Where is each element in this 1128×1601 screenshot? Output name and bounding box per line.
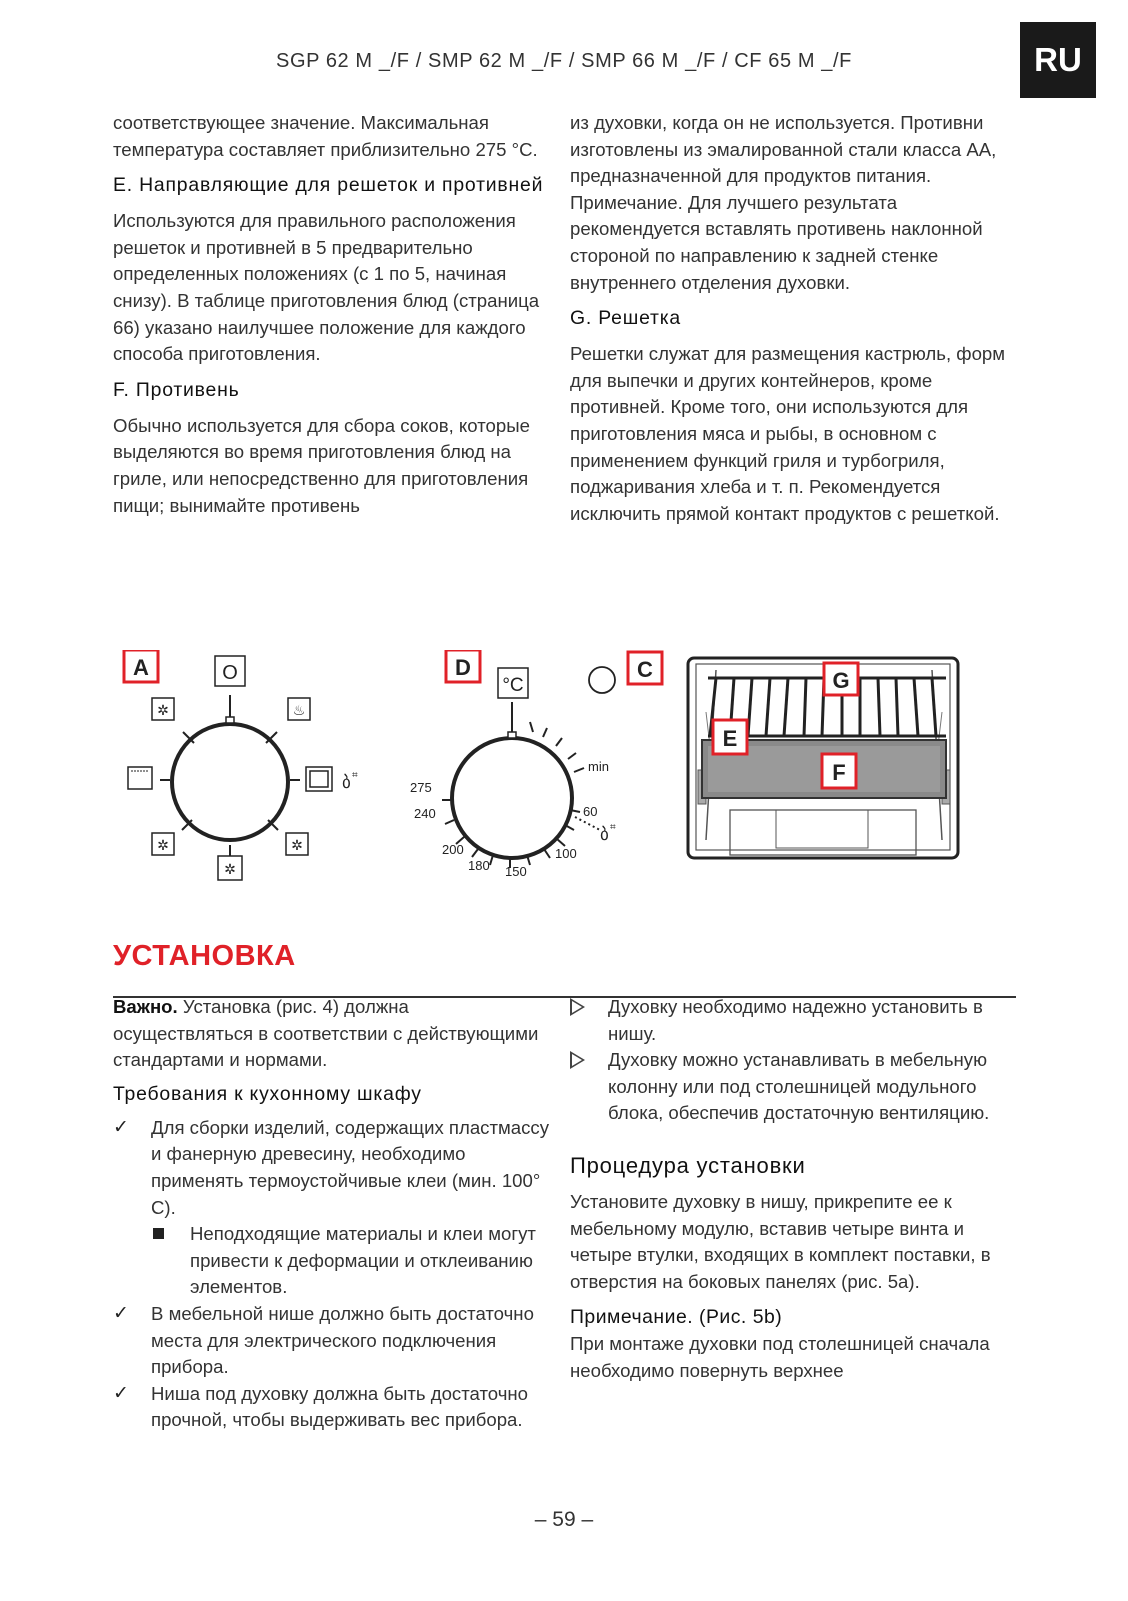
section-f-note: Примечание. Для лучшего результата рекомендуется вставлять противень наклонной стороной по направлению к задней стенке внутреннего отделения духовки.: [570, 191, 983, 293]
page-number: – 59 –: [534, 1508, 594, 1531]
intro-text: соответствующее значение. Максимальная температура составляет приблизительно 275 °C.: [113, 112, 538, 160]
svg-text:♨: ♨: [292, 702, 306, 718]
placement-note-2: Духовку можно устанавливать в мебельную колонну или под столешницей модульного блока, обеспечив достаточную вентиляцию.: [608, 1049, 990, 1124]
off-icon-label: O: [222, 662, 238, 684]
list-item: [570, 994, 1010, 1047]
svg-text:180: 180: [468, 858, 490, 873]
section-f-continued: из духовки, когда он не используется. Противни изготовлены из эмалированной стали класса АА, предназначенной для продуктов питания.: [570, 112, 997, 187]
right-column-bottom: [570, 994, 1010, 1385]
label-g: G: [832, 668, 850, 693]
svg-text:100: 100: [555, 846, 577, 861]
section-e-text: Используются для правильного расположения решеток и противней в 5 предварительно определенных положениях (с 1 по 5, начиная снизу). В таблице приготовления блюд (страница 66) указано наилучшее положение для каждого способа приготовления.: [113, 210, 540, 365]
language-badge: RU: [1020, 22, 1096, 98]
svg-text:✲: ✲: [224, 861, 236, 877]
list-subitem: [113, 1221, 553, 1301]
installation-title: УСТАНОВКА: [113, 940, 296, 972]
svg-text:200: 200: [442, 842, 464, 857]
svg-text:⌗: ⌗: [352, 770, 358, 781]
note-text: При монтаже духовки под столешницей сначала необходимо повернуть верхнее: [570, 1333, 990, 1381]
indicator-light: [589, 667, 615, 693]
document-header: SGP 62 M _/F / SMP 62 M _/F / SMP 66 M _/F / CF 65 M _/F: [276, 50, 852, 72]
svg-text:60: 60: [583, 804, 598, 819]
important-note: [113, 994, 553, 1074]
requirement-1: Для сборки изделий, содержащих пластмассу и фанерную древесину, необходимо применять термоустойчивые клеи (мин. 100° С).: [151, 1116, 550, 1218]
label-f: F: [832, 760, 846, 785]
section-g-text: Решетки служат для размещения кастрюль, форм для выпечки и других контейнеров, кроме противней. Кроме того, они используются для приготовления мяса и рыбы, в основном с применением функций гриля и турбогриля, поджаривания хлеба и т. п. Рекомендуется исключить прямой контакт продуктов с решеткой.: [570, 343, 1006, 524]
right-column-top: [570, 110, 1010, 527]
thermostat-knob: [410, 668, 616, 879]
square-bullet-icon: [153, 1228, 164, 1239]
svg-text:275: 275: [410, 780, 432, 795]
svg-text:150: 150: [505, 864, 527, 879]
clean-icon: ბ: [342, 773, 351, 792]
requirement-2: В мебельной нише должно быть достаточно места для электрического подключения прибора.: [151, 1302, 534, 1378]
top-heat-icon: [128, 767, 152, 789]
cabinet-requirements-title: Требования к кухонному шкафу: [113, 1082, 422, 1105]
svg-text:⌗: ⌗: [610, 822, 616, 833]
list-item: [113, 1115, 553, 1221]
figure-svg: [110, 650, 1010, 910]
label-a: A: [133, 655, 149, 680]
clean-icon-2: ბ: [600, 825, 609, 844]
check-icon: ✓: [113, 1382, 129, 1404]
section-f-text: Обычно используется для сбора соков, которые выделяются во время приготовления блюд на гриле, или непосредственно для приготовления пищи; вынимайте противень: [113, 414, 530, 516]
left-column-bottom: [113, 994, 553, 1434]
svg-text:✲: ✲: [157, 702, 169, 718]
function-knob: [160, 695, 300, 856]
svg-text:min: min: [588, 759, 609, 774]
section-f-title: F. Противень: [113, 378, 240, 401]
label-c: C: [637, 657, 653, 682]
procedure-title: Процедура установки: [570, 1152, 806, 1178]
triangle-bullet-icon: [570, 1051, 585, 1069]
label-e: E: [722, 726, 738, 751]
important-text: Установка (рис. 4) должна осуществляться в соответствии с действующими стандартами и нормами.: [113, 996, 539, 1071]
left-column-top: [113, 110, 553, 519]
procedure-text: Установите духовку в нишу, прикрепите ее к мебельному модулю, вставив четыре винта и четыре втулки, входящих в комплект поставки, в отверстия на боковых панелях (рис. 5а).: [570, 1190, 991, 1292]
check-icon: ✓: [113, 1116, 129, 1138]
placement-note-1: Духовку необходимо надежно установить в нишу.: [608, 996, 983, 1044]
important-label: Важно.: [113, 996, 178, 1017]
list-item: [113, 1301, 553, 1381]
requirement-3: Ниша под духовку должна быть достаточно прочной, чтобы выдерживать вес прибора.: [151, 1382, 529, 1431]
list-item: [570, 1047, 1010, 1127]
triangle-bullet-icon: [570, 998, 585, 1016]
svg-text:✲: ✲: [291, 837, 303, 853]
note-title: Примечание. (Рис. 5b): [570, 1306, 783, 1329]
label-d: D: [455, 655, 471, 680]
section-g-title: G. Решетка: [570, 307, 681, 330]
check-icon: ✓: [113, 1302, 129, 1324]
section-e-title: E. Направляющие для решеток и противней: [113, 174, 544, 197]
oven-components-figure: [110, 650, 1010, 910]
svg-text:°C: °C: [502, 675, 524, 696]
list-item: [113, 1381, 553, 1434]
requirement-1-note: Неподходящие материалы и клеи могут привести к деформации и отклеиванию элементов.: [190, 1223, 536, 1298]
svg-text:240: 240: [414, 806, 436, 821]
svg-text:✲: ✲: [157, 837, 169, 853]
